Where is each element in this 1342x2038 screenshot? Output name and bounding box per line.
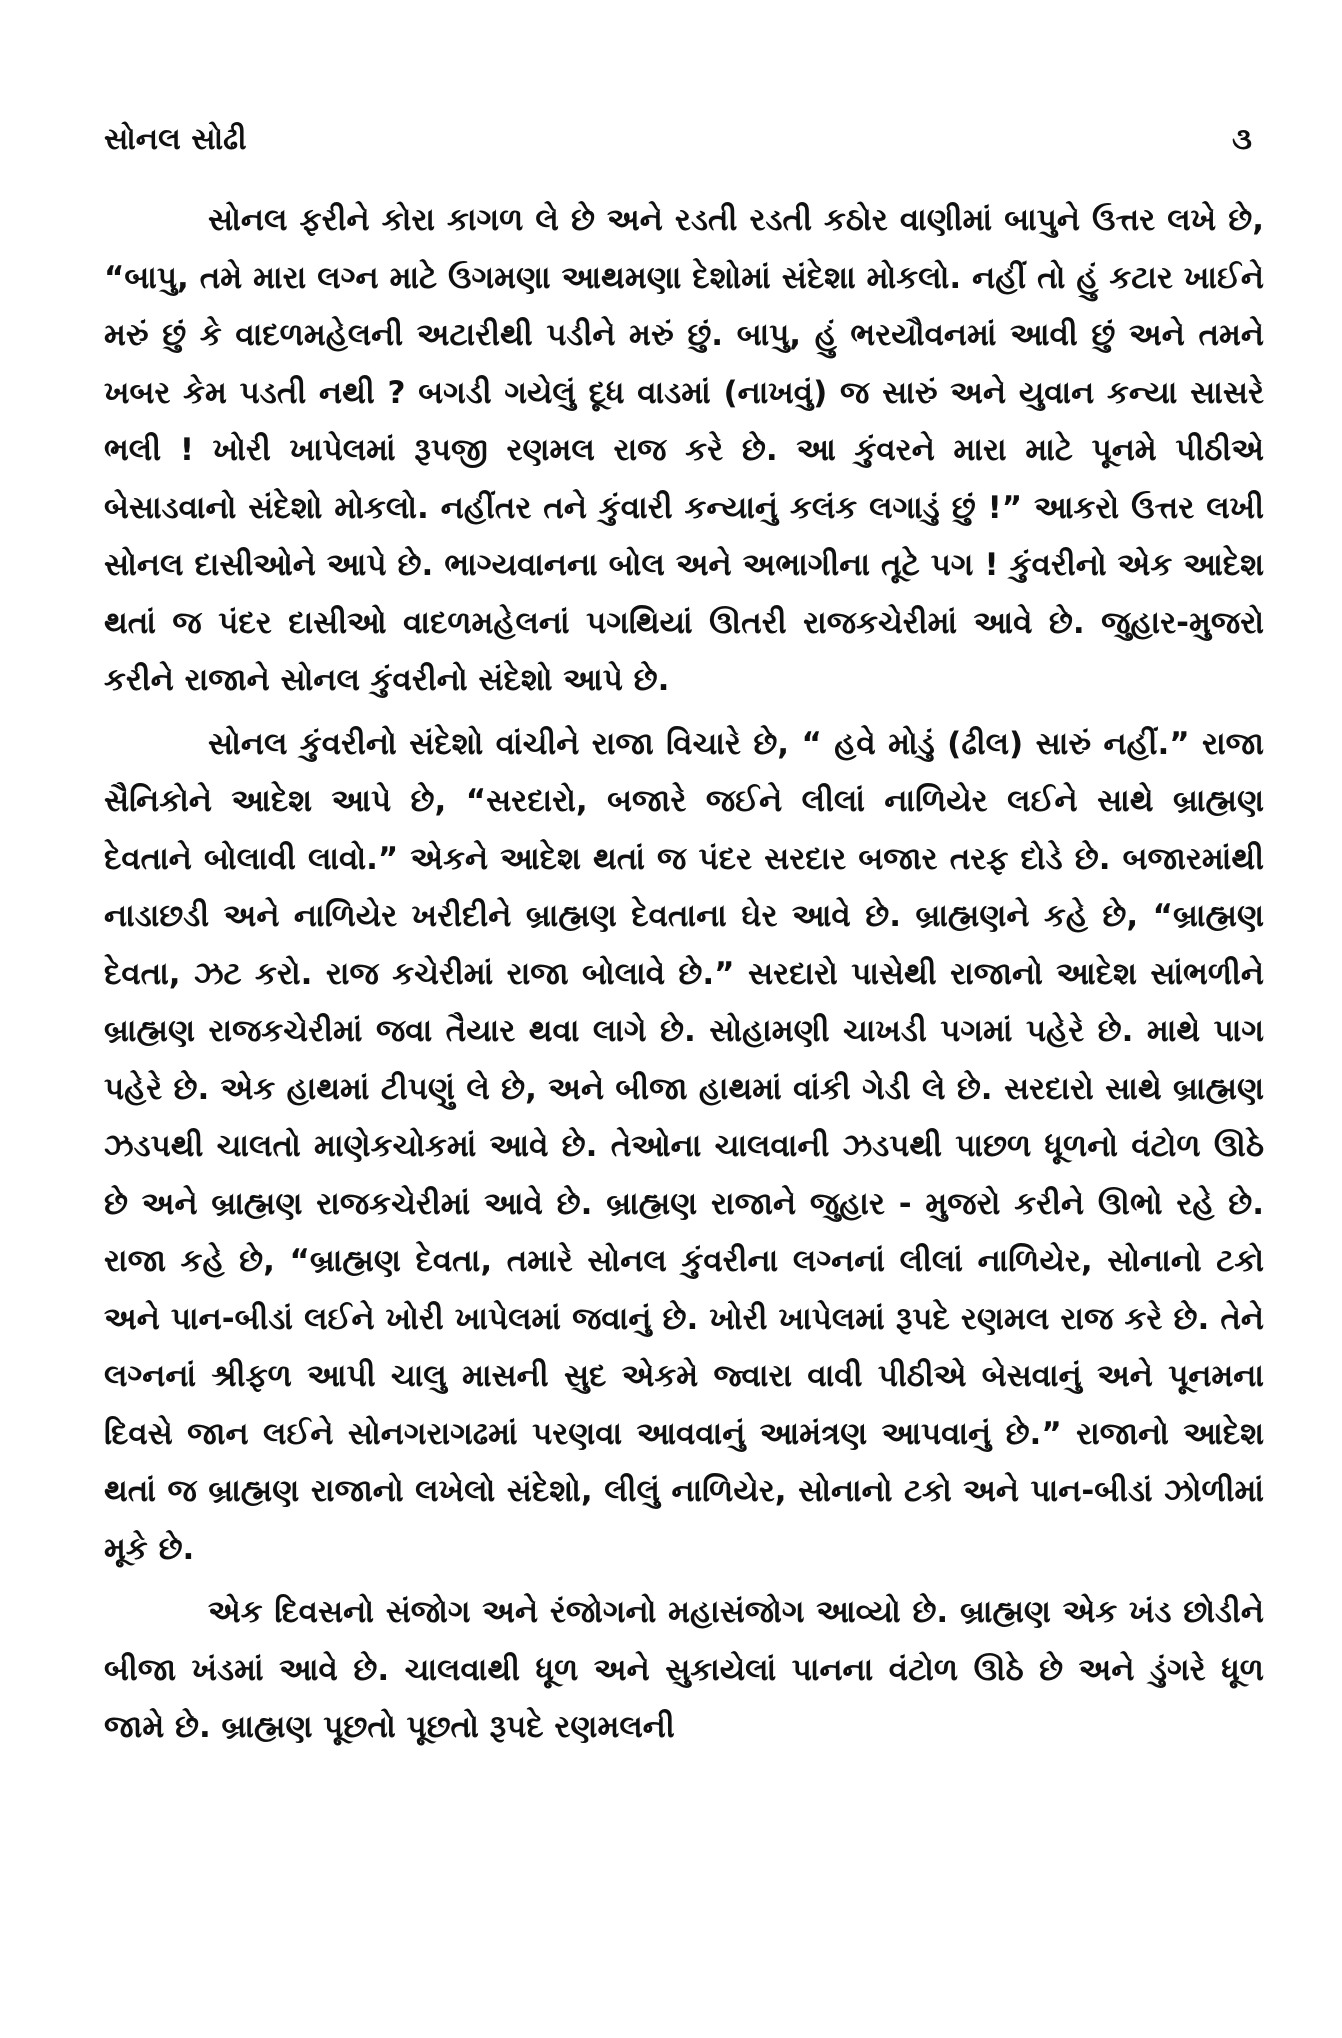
page-header [104, 122, 1264, 168]
body-text [104, 192, 1264, 1757]
running-title: સોનલ સોઢી [104, 122, 247, 157]
paragraph-2: સોનલ કુંવરીનો સંદેશો વાંચીને રાજા વિચારે છે, “ હવે મોડું (ઢીલ) સારું નહીં.” રાજા સૈનિકોને આદેશ આપે છે, “સરદારો, બજારે જઈને લીલાં નાળિયેર લઈને સાથે બ્રાહ્મણ દેવતાને બોલાવી લાવો.” એકને આદેશ થતાં જ પંદર સરદાર બજાર તરફ દોડે છે. બજારમાંથી નાડાછડી અને નાળિયેર ખરીદીને બ્રાહ્મણ દેવતાના ઘેર આવે છે. બ્રાહ્મણને કહે છે, “બ્રાહ્મણ દેવતા, ઝટ કરો. રાજ કચેરીમાં રાજા બોલાવે છે.” સરદારો પાસેથી રાજાનો આદેશ સાંભળીને બ્રાહ્મણ રાજકચેરીમાં જવા તૈયાર થવા લાગે છે. સોહામણી ચાખડી પગમાં પહેરે છે. માથે પાગ પહેરે છે. એક હાથમાં ટીપણું લે છે, અને બીજા હાથમાં વાંકી ગેડી લે છે. સરદારો સાથે બ્રાહ્મણ ઝડપથી ચાલતો માણેકચોકમાં આવે છે. તેઓના ચાલવાની ઝડપથી પાછળ ધૂળનો વંટોળ ઊઠે છે અને બ્રાહ્મણ રાજકચેરીમાં આવે છે. બ્રાહ્મણ રાજાને જુહાર - મુજરો કરીને ઊભો રહે છે. રાજા કહે છે, “બ્રાહ્મણ દેવતા, તમારે સોનલ કુંવરીના લગ્નનાં લીલાં નાળિયેર, સોનાનો ટકો અને પાન-બીડાં લઈને ખોરી ખાપેલમાં જવાનું છે. ખોરી ખાપેલમાં રૂપદે રણમલ રાજ કરે છે. તેને લગ્નનાં શ્રીફળ આપી ચાલુ માસની સુદ એકમે જ્વારા વાવી પીઠીએ બેસવાનું અને પૂનમના દિવસે જાન લઈને સોનગરાગઢમાં પરણવા આવવાનું આમંત્રણ આપવાનું છે.” રાજાનો આદેશ થતાં જ બ્રાહ્મણ રાજાનો લખેલો સંદેશો, લીલું નાળિયેર, સોનાનો ટકો અને પાન-બીડાં ઝોળીમાં મૂકે છે. [104, 725, 1264, 1567]
page-number: ૩ [1232, 122, 1252, 157]
paragraph-1: સોનલ ફરીને કોરા કાગળ લે છે અને રડતી રડતી કઠોર વાણીમાં બાપુને ઉત્તર લખે છે, “બાપુ, તમે મારા લગ્ન માટે ઉગમણા આથમણા દેશોમાં સંદેશા મોકલો. નહીં તો હું કટાર ખાઈને મરું છું કે વાદળમહેલની અટારીથી પડીને મરું છું. બાપુ, હું ભરયૌવનમાં આવી છું અને તમને ખબર કેમ પડતી નથી ? બગડી ગયેલું દૂધ વાડમાં (નાખવું) જ સારું અને યુવાન કન્યા સાસરે ભલી ! ખોરી ખાપેલમાં રૂપજી રણમલ રાજ કરે છે. આ કુંવરને મારા માટે પૂનમે પીઠીએ બેસાડવાનો સંદેશો મોકલો. નહીંતર તને કુંવારી કન્યાનું કલંક લગાડું છું !” આકરો ઉત્તર લખી સોનલ દાસીઓને આપે છે. ભાગ્યવાનના બોલ અને અભાગીના તૂટે પગ ! કુંવરીનો એક આદેશ થતાં જ પંદર દાસીઓ વાદળમહેલનાં પગથિયાં ઊતરી રાજકચેરીમાં આવે છે. જુહાર-મુજરો કરીને રાજાને સોનલ કુંવરીનો સંદેશો આપે છે. [104, 202, 1264, 698]
paragraph-3: એક દિવસનો સંજોગ અને રંજોગનો મહાસંજોગ આવ્યો છે. બ્રાહ્મણ એક ખંડ છોડીને બીજા ખંડમાં આવે છે. ચાલવાથી ધૂળ અને સુકાયેલાં પાનના વંટોળ ઊઠે છે અને ડુંગરે ધૂળ જામે છે. બ્રાહ્મણ પૂછતો પૂછતો રૂપદે રણમલની [104, 1594, 1264, 1745]
